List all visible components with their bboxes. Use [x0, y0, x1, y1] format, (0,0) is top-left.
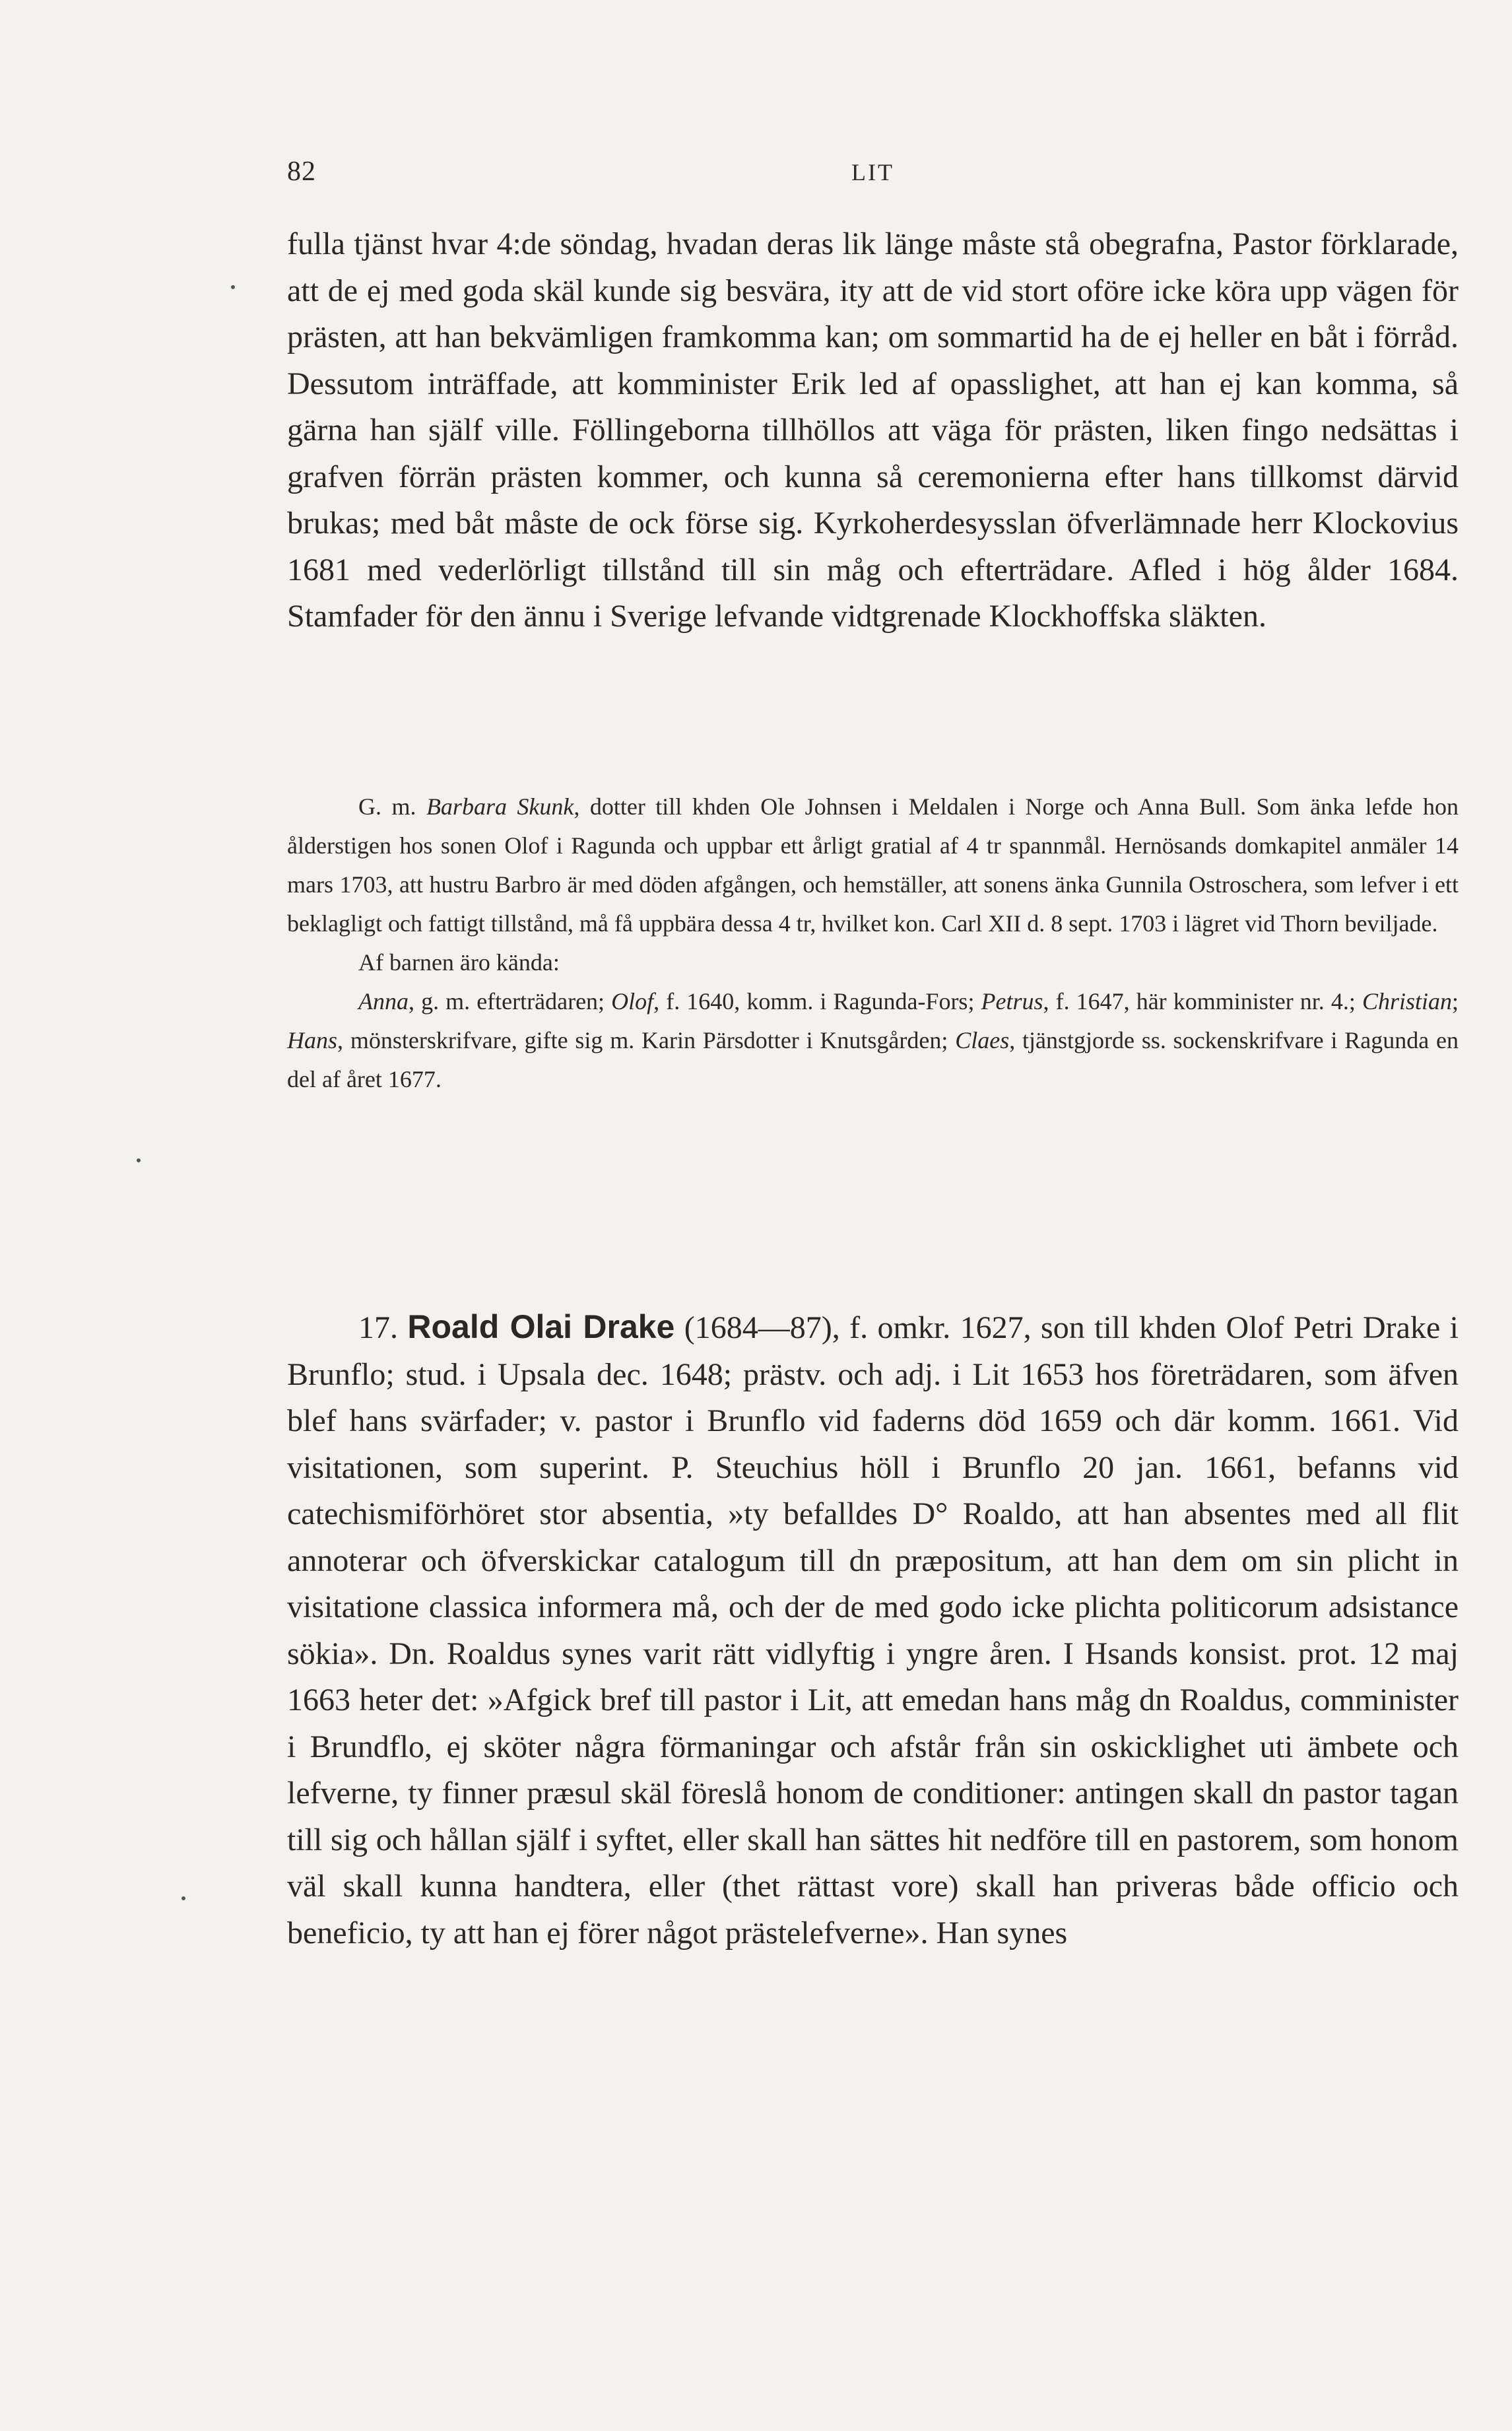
child-name: Olof — [611, 988, 654, 1015]
paper-speck — [181, 1896, 185, 1900]
entry-text: (1684—87), f. omkr. 1627, son till khden Olof Petri Drake i Brunflo; stud. i Upsala dec. 1648; prästv. och adj. i Lit 1653 hos företrädaren, som äfven blef hans svärfader; v. pastor i Brunflo vid faderns död 1659 och där komm. 1661. Vid visitationen, som superint. P. Steuchius höll i Brunflo 20 jan. 1661, befanns vid catechismiförhöret stor absentia, »ty befalldes D° Roaldo, att han absentes med all flit annoterar och öfverskickar catalogum till dn præpositum, att han dem om sin plicht in visitatione classica informera må, och der de med godo icke plichta politicorum adsistance sökia». Dn. Roaldus synes varit rätt vidlyftig i yngre åren. I Hsands konsist. prot. 12 maj 1663 heter det: »Afgick bref till pastor i Lit, att emedan hans måg dn Roaldus, comminister i Brundflo, ej sköter några förmaningar och afstår från sin oskicklighet uti ämbete och lefverne, ty finner præsul skäl föreslå honom de conditioner: antingen skall dn pastor tagan till sig och hållan själf i syftet, eller skall han sättes hit nedföre till en pastorem, som honom väl skall kunna handtera, eller (thet rättast vore) skall han priveras både officio och beneficio, ty att han ej förer något prästelefverne». Han synes — [287, 1310, 1459, 1950]
spouse-name: Barbara Skunk — [426, 793, 574, 820]
entry-paragraph — [287, 1304, 1459, 1956]
spouse-note-text: , dotter till khden Ole Johnsen i Meldalen i Norge och Anna Bull. Som änka lefde hon ålderstigen hos sonen Olof i Ragunda och uppbar ett årligt gratial af 4 tr spannmål. Hernösands domkapitel anmäler 14 mars 1703, att hustru Barbro är med döden afgången, och hemställer, att sonens änka Gunnila Ostroschera, som lefver i ett beklagligt och fattigt tillstånd, må få uppbära dessa 4 tr, hvilket kon. Carl XII d. 8 sept. 1703 i lägret vid Thorn beviljade. — [287, 793, 1459, 937]
paper-speck — [137, 1158, 141, 1162]
children-intro: Af barnen äro kända: — [358, 949, 560, 976]
child-name: Hans — [287, 1027, 338, 1053]
children-note-text: ; — [1451, 988, 1459, 1015]
spouse-note-prefix: G. m. — [358, 793, 426, 820]
child-name: Anna — [358, 988, 409, 1015]
running-head: LIT — [851, 159, 894, 185]
children-note-text: , f. 1640, komm. i Ragunda-Fors; — [653, 988, 981, 1015]
entry-name: Roald Olai Drake — [407, 1308, 675, 1345]
child-name: Petrus — [981, 988, 1043, 1015]
footnote-block — [287, 787, 1459, 1099]
children-note — [287, 982, 1459, 1099]
entry-17 — [287, 1304, 1459, 1956]
children-note-text: , mönsterskrifvare, gifte sig m. Karin Pärsdotter i Knutsgården; — [337, 1027, 956, 1053]
page-number: 82 — [287, 156, 316, 187]
main-paragraph: fulla tjänst hvar 4:de söndag, hvadan deras lik länge måste stå obegrafna, Pastor förklarade, att de ej med goda skäl kunde sig besvära, ity att de vid stort oföre icke köra upp vägen för prästen, att han bekvämligen framkomma kan; om sommartid ha de ej heller en båt i förråd. Dessutom inträffade, att komminister Erik led af opasslighet, att han ej kan komma, så gärna han själf ville. Föllingeborna tillhöllos att väga för prästen, liken fingo nedsättas i grafven förrän prästen kommer, och kunna så ceremonierna efter hans tillkomst därvid brukas; med båt måste de ock förse sig. Kyrkoherdesysslan öfverlämnade herr Klockovius 1681 med vederlörligt tillstånd till sin måg och efterträdare. Afled i hög ålder 1684. Stamfader för den ännu i Sverige lefvande vidtgrenade Klockhoffska släkten. — [287, 226, 1459, 634]
paper-speck — [231, 285, 235, 289]
children-note-text: , f. 1647, här komminister nr. 4.; — [1043, 988, 1362, 1015]
child-name: Claes — [955, 1027, 1010, 1053]
page-header — [287, 156, 1459, 195]
children-note-text: , g. m. efterträdaren; — [409, 988, 612, 1015]
entry-number: 17. — [358, 1310, 408, 1345]
children-note-text: , tjänstgjorde ss. sockenskrifvare i Ragunda en del af året 1677. — [287, 1027, 1459, 1092]
child-name: Christian — [1362, 988, 1452, 1015]
spouse-note — [287, 787, 1459, 943]
